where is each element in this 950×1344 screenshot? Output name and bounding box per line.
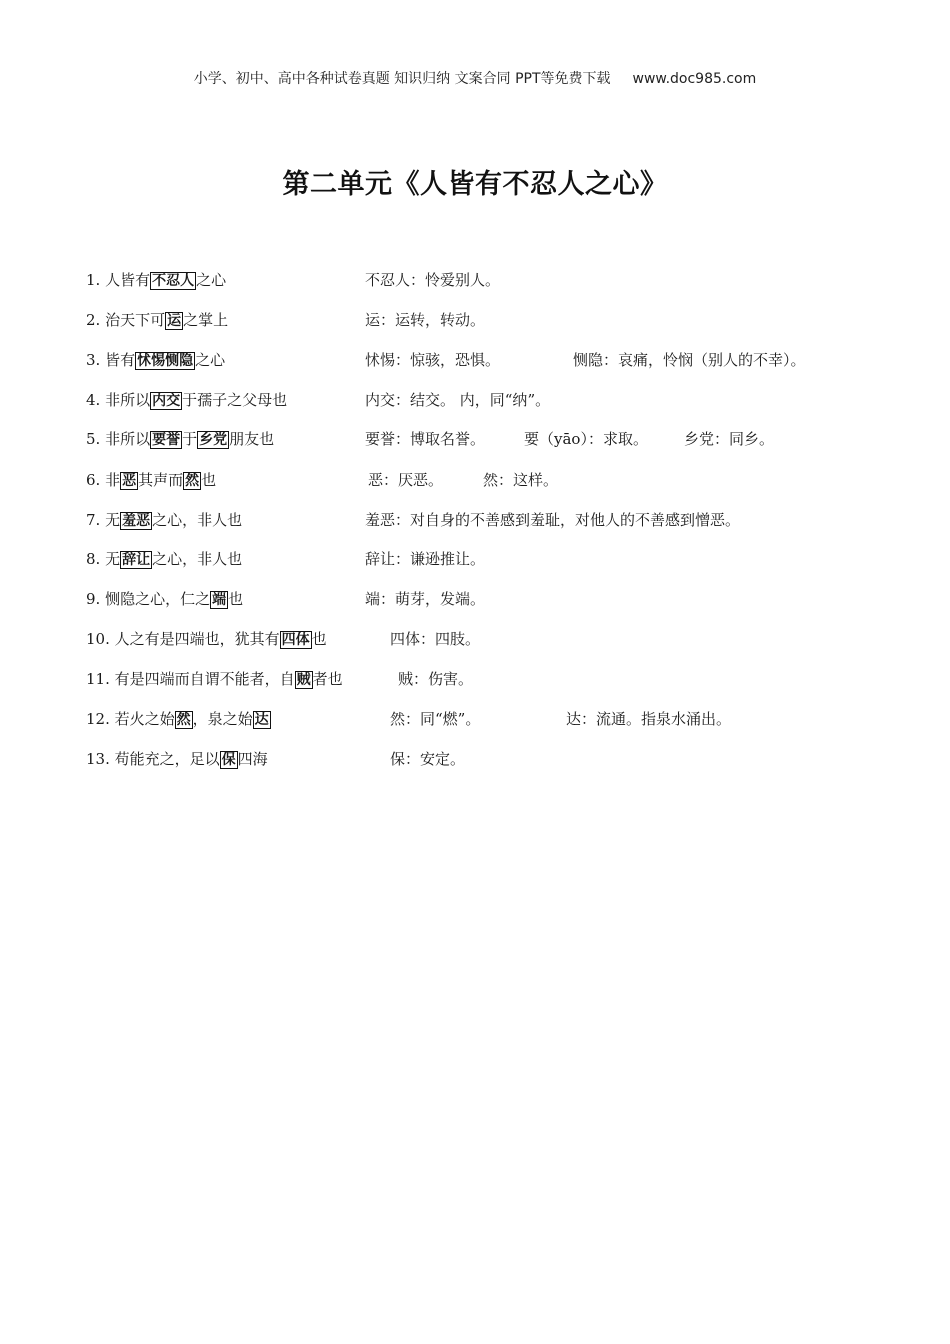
page-header	[0, 68, 950, 88]
sentence-text: ，泉之始	[192, 710, 253, 728]
sentence-text: 也	[228, 590, 244, 608]
gloss-text: 然：同“燃”。	[390, 710, 481, 728]
gloss-text: 恶：厌恶。	[368, 471, 444, 489]
sentence-text: 其声而	[138, 471, 184, 489]
sentence-text: 之心，非人也	[152, 550, 243, 568]
sentence-text: 1. 人皆有	[86, 271, 151, 289]
highlighted-term: 达	[254, 712, 269, 728]
source-sentence	[86, 427, 274, 452]
highlighted-term: 端	[212, 592, 227, 608]
sentence-text: 之心，非人也	[152, 511, 243, 529]
source-sentence	[86, 308, 228, 333]
highlighted-term: 运	[167, 313, 182, 329]
list-item	[86, 468, 916, 492]
gloss-text: 不忍人：怜爱别人。	[365, 271, 501, 289]
list-item	[86, 308, 916, 332]
list-item	[86, 667, 916, 691]
gloss-text: 端：萌芽，发端。	[365, 590, 486, 608]
highlighted-term: 怵惕恻隐	[137, 353, 194, 369]
source-sentence	[86, 547, 242, 572]
highlighted-term: 乡党	[199, 432, 228, 448]
header-site-link[interactable]: www.doc985.com	[632, 71, 757, 87]
sentence-text: 之掌上	[183, 311, 229, 329]
page-title: 第二单元《人皆有不忍人之心》	[282, 169, 668, 200]
sentence-text: 者也	[312, 670, 343, 688]
source-sentence	[86, 587, 243, 612]
source-sentence	[86, 667, 343, 692]
sentence-text: 之心	[196, 271, 227, 289]
list-item	[86, 587, 916, 611]
list-item	[86, 707, 916, 731]
highlighted-term: 然	[185, 473, 200, 489]
sentence-text: 8. 无	[86, 550, 121, 568]
sentence-text: 朋友也	[229, 430, 275, 448]
sentence-text: 于	[182, 430, 198, 448]
source-sentence	[86, 388, 287, 413]
header-text: 小学、初中、高中各种试卷真题 知识归纳 文案合同 PPT等免费下载	[193, 71, 611, 87]
list-item	[86, 627, 916, 651]
list-item	[86, 348, 916, 372]
gloss-text: 怵惕：惊骇，恐惧。	[365, 351, 501, 369]
sentence-text: 7. 无	[86, 511, 121, 529]
sentence-text: 10. 人之有是四端也，犹其有	[86, 630, 280, 648]
sentence-text: 四海	[237, 750, 268, 768]
sentence-text: 13. 苟能充之，足以	[86, 750, 220, 768]
highlighted-term: 要誉	[152, 432, 181, 448]
list-item	[86, 747, 916, 771]
list-item	[86, 547, 916, 571]
sentence-text: 5. 非所以	[86, 430, 151, 448]
gloss-text: 然：这样。	[483, 471, 559, 489]
gloss-text: 达：流通。指泉水涌出。	[566, 710, 732, 728]
gloss-text: 要誉：博取名誉。	[365, 430, 486, 448]
gloss-text: 四体：四肢。	[390, 630, 481, 648]
source-sentence	[86, 268, 226, 293]
source-sentence	[86, 707, 271, 732]
sentence-text: 11. 有是四端而自谓不能者，自	[86, 670, 295, 688]
sentence-text: 3. 皆有	[86, 351, 136, 369]
source-sentence	[86, 348, 225, 373]
sentence-text: 12. 若火之始	[86, 710, 175, 728]
highlighted-term: 不忍人	[152, 273, 195, 289]
highlighted-term: 羞恶	[122, 513, 151, 529]
gloss-text: 运：运转，转动。	[365, 311, 486, 329]
gloss-text: 内交：结交。 内，同“纳”。	[365, 391, 551, 409]
sentence-text: 之心	[195, 351, 226, 369]
sentence-text: 于孺子之父母也	[182, 391, 288, 409]
highlighted-term: 贼	[296, 672, 311, 688]
highlighted-term: 然	[176, 712, 191, 728]
gloss-text: 贼：伤害。	[398, 670, 474, 688]
list-item	[86, 427, 916, 451]
source-sentence	[86, 468, 216, 493]
highlighted-term: 辞让	[122, 552, 151, 568]
source-sentence	[86, 508, 242, 533]
list-item	[86, 268, 916, 292]
gloss-text: 保：安定。	[390, 750, 466, 768]
highlighted-term: 恶	[122, 473, 137, 489]
source-sentence	[86, 627, 327, 652]
gloss-text: 恻隐：哀痛，怜悯（别人的不幸）。	[573, 351, 806, 369]
highlighted-term: 保	[221, 752, 236, 768]
sentence-text: 2. 治天下可	[86, 311, 166, 329]
highlighted-term: 内交	[152, 393, 181, 409]
sentence-text: 4. 非所以	[86, 391, 151, 409]
sentence-text: 也	[311, 630, 327, 648]
gloss-text: 羞恶：对自身的不善感到羞耻，对他人的不善感到憎恶。	[365, 511, 741, 529]
sentence-text: 6. 非	[86, 471, 121, 489]
highlighted-term: 四体	[281, 632, 310, 648]
sentence-text: 9. 恻隐之心，仁之	[86, 590, 211, 608]
gloss-text: 乡党：同乡。	[684, 430, 775, 448]
list-item	[86, 388, 916, 412]
sentence-text: 也	[201, 471, 217, 489]
source-sentence	[86, 747, 268, 772]
gloss-text: 辞让：谦逊推让。	[365, 550, 486, 568]
gloss-text: 要（yāo）：求取。	[524, 430, 648, 448]
list-item	[86, 508, 916, 532]
